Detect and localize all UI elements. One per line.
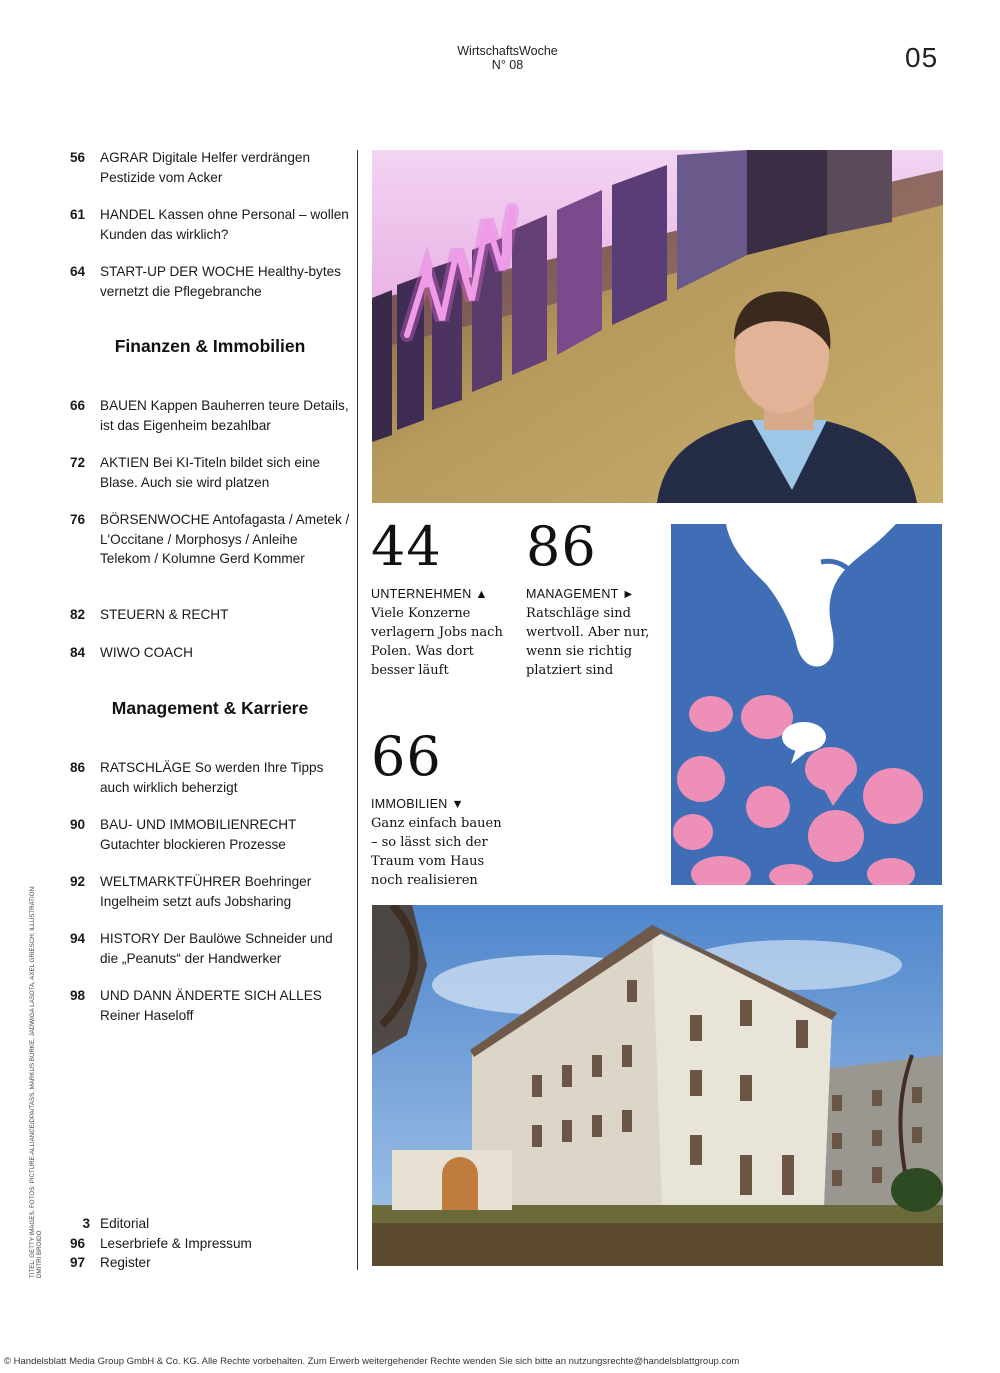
teaser-text-unternehmen: Viele Konzerne verlagern Jobs nach Polen. Was dort besser läuft (371, 606, 503, 678)
masthead-issue: N° 08 (491, 58, 524, 72)
toc-item[interactable] (70, 148, 350, 187)
toc-text: AKTIEN Bei KI-Titeln bildet sich eine Blase. Auch sie wird platzen (100, 455, 321, 490)
toc-item[interactable] (70, 605, 350, 625)
toc-text: WIWO COACH (100, 645, 193, 660)
toc-page-number: 56 (70, 150, 86, 165)
toc-page-number: 66 (70, 398, 86, 413)
teaser-number-86: 86 (526, 515, 597, 578)
toc-item[interactable] (70, 758, 350, 797)
toc-text: STEUERN & RECHT (100, 607, 229, 622)
toc-text: Leserbriefe & Impressum (100, 1236, 252, 1251)
toc-item[interactable] (70, 815, 350, 854)
teaser-text-immobilien: Ganz einfach bauen – so lässt sich der Traum vom Haus noch realisieren (371, 816, 502, 888)
toc-text: AGRAR Digitale Helfer verdrängen Pestizide vom Acker (100, 150, 311, 185)
toc-page-number: 86 (70, 760, 86, 775)
toc-page-number: 94 (70, 931, 86, 946)
toc-page-number: 92 (70, 874, 86, 889)
toc-item[interactable] (70, 453, 350, 492)
toc-text: Register (100, 1255, 151, 1270)
toc-page-number: 61 (70, 207, 86, 222)
toc-page-number: 90 (70, 817, 86, 832)
toc-item[interactable] (70, 872, 350, 911)
toc-item[interactable] (70, 262, 350, 301)
toc-item[interactable] (70, 986, 350, 1025)
toc-text: HISTORY Der Baulöwe Schneider und die „Peanuts“ der Handwerker (100, 931, 333, 966)
masthead (0, 44, 1000, 72)
toc-page-number: 96 (70, 1236, 86, 1251)
toc-item[interactable] (70, 1253, 350, 1273)
teaser-text-management: Ratschläge sind wertvoll. Aber nur, wenn sie richtig platziert sind (526, 606, 650, 678)
teaser-number-66: 66 (371, 725, 442, 788)
toc-item[interactable] (70, 1214, 350, 1234)
page-number: 05 (905, 42, 939, 73)
column-divider (357, 150, 358, 1270)
toc-item[interactable] (70, 510, 350, 569)
toc-item[interactable] (70, 929, 350, 968)
toc-item[interactable] (70, 396, 350, 435)
speech-bubble-illustration (671, 524, 942, 885)
copyright-footer: © Handelsblatt Media Group GmbH & Co. KG. Alle Rechte vorbehalten. Zum Erwerb weitergehender Rechte wenden Sie sich bitte an nutzungsrechte@handelsblattgroup.com (4, 1356, 740, 1367)
toc-text: BAUEN Kappen Bauherren teure Details, ist das Eigenheim bezahlbar (100, 398, 349, 433)
photo-credits: TITEL: GETTY IMAGES; FOTOS: PICTURE-ALLIANCE/DPA/TASS, MARKUS BURKE, JADWIGA LASOTA, AXEL GRIESCH; ILLUSTRATION: DMITRI BROIDO (29, 885, 43, 1278)
toc-page-number: 98 (70, 988, 86, 1003)
toc-text: START-UP DER WOCHE Healthy-bytes vernetzt die Pflegebranche (100, 264, 341, 299)
toc-page-number: 84 (70, 645, 86, 660)
toc-text: RATSCHLÄGE So werden Ihre Tipps auch wirklich beherzigt (100, 760, 324, 795)
toc-page-number: 3 (82, 1216, 90, 1231)
toc-page-number: 97 (70, 1255, 86, 1270)
toc-text: BÖRSENWOCHE Antofagasta / Ametek / L'Occitane / Morphosys / Anleihe Telekom / Kolumne Gerd Kommer (100, 512, 350, 566)
toc-text: WELTMARKTFÜHRER Boehringer Ingelheim setzt aufs Jobsharing (100, 874, 312, 909)
toc-item[interactable] (70, 205, 350, 244)
portrait-photo (372, 150, 943, 503)
toc-page-number: 64 (70, 264, 86, 279)
section-heading-finanzen: Finanzen & Immobilien (114, 336, 306, 356)
toc-item[interactable] (70, 643, 350, 663)
teaser-label-unternehmen[interactable]: UNTERNEHMEN ▲ (371, 587, 488, 601)
section-heading-management: Management & Karriere (111, 698, 309, 718)
toc-text: HANDEL Kassen ohne Personal – wollen Kunden das wirklich? (100, 207, 349, 242)
teaser-label-immobilien[interactable]: IMMOBILIEN ▼ (371, 797, 465, 811)
toc-item[interactable] (70, 1234, 350, 1254)
toc-text: Editorial (100, 1216, 150, 1231)
toc-page-number: 82 (70, 607, 86, 622)
toc-text: UND DANN ÄNDERTE SICH ALLES Reiner Haseloff (100, 988, 322, 1023)
toc-page-number: 76 (70, 512, 86, 527)
masthead-brand: WirtschaftsWoche (457, 44, 558, 58)
building-photo (372, 905, 943, 1266)
teaser-number-44: 44 (371, 515, 442, 578)
toc-text: BAU- UND IMMOBILIENRECHT Gutachter blockieren Prozesse (100, 817, 297, 852)
teaser-label-management[interactable]: MANAGEMENT ► (526, 587, 635, 601)
toc-page-number: 72 (70, 455, 86, 470)
